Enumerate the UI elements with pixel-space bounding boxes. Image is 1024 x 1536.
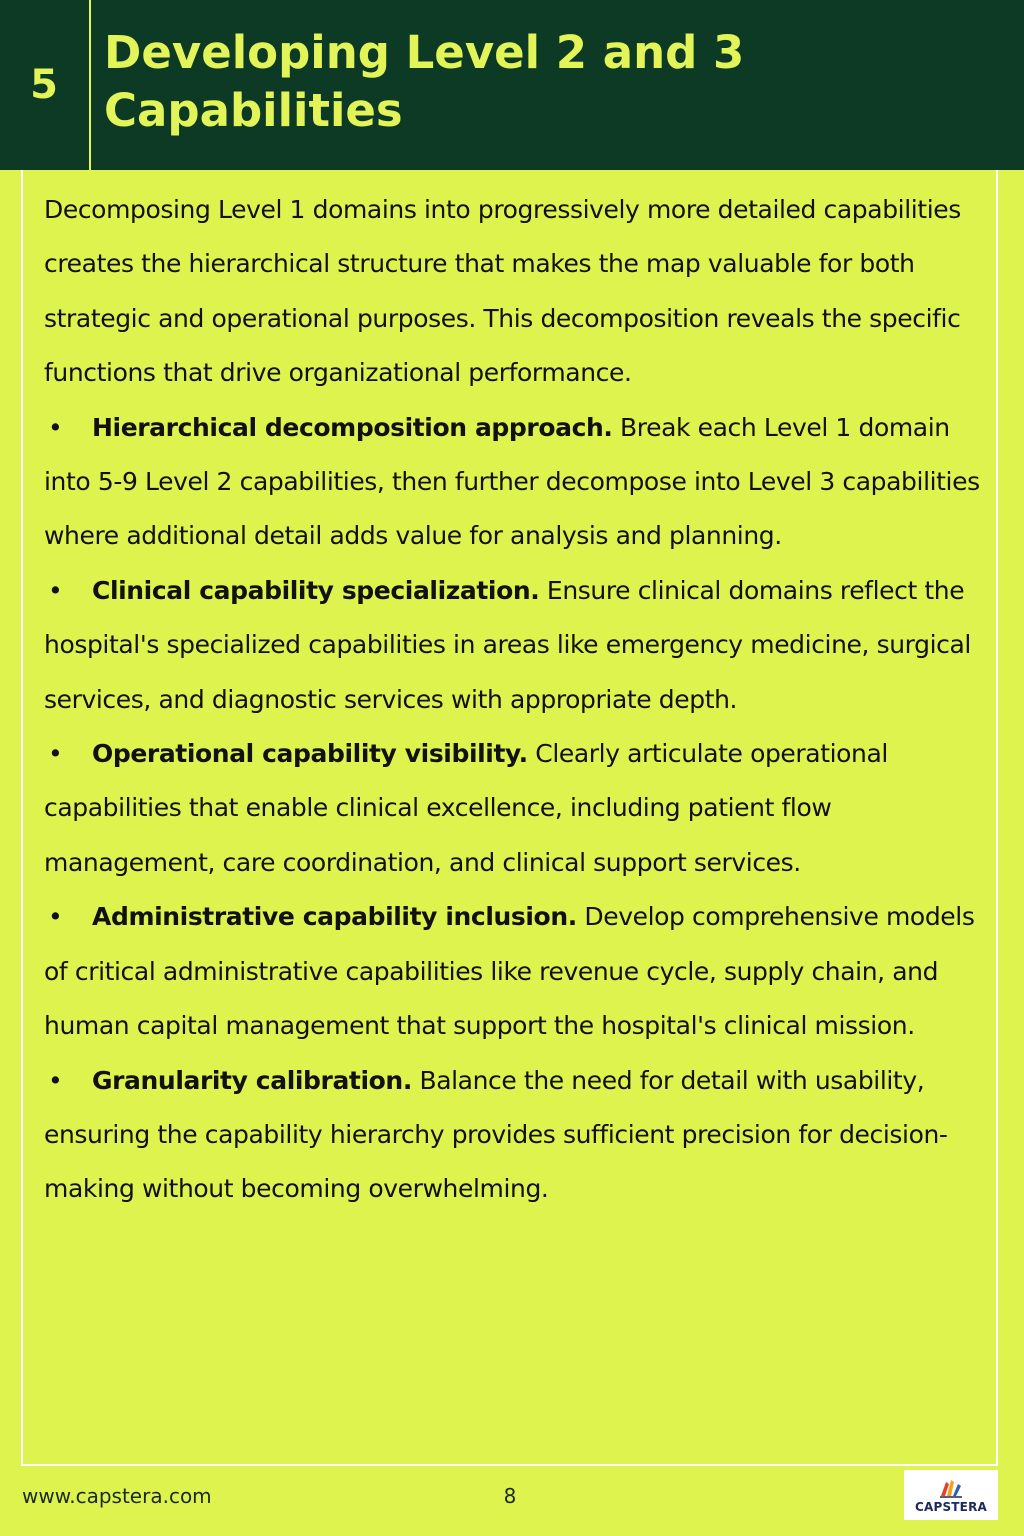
bullet-item	[44, 564, 984, 727]
capstera-logo-icon	[937, 1476, 965, 1500]
page-header	[0, 0, 1024, 170]
bullet-item	[44, 1054, 984, 1217]
logo-wordmark: CAPSTERA	[914, 1500, 988, 1514]
bullet-item	[44, 890, 984, 1053]
bullet-text: Develop comprehensive models of critical administrative capabilities like revenue cycle, supply chain, and human capital management that support the hospital's clinical mission.	[44, 902, 975, 1041]
intro-paragraph: Decomposing Level 1 domains into progressively more detailed capabilities creates the hierarchical structure that makes the map valuable for both strategic and operational purposes. This decomposition reveals the specific functions that drive organizational performance.	[44, 195, 961, 388]
bullet-text: Break each Level 1 domain into 5-9 Level 2 capabilities, then further decompose into Level 3 capabilities where additional detail adds value for analysis and planning.	[44, 412, 980, 551]
bullet-heading: Operational capability visibility.	[92, 739, 528, 769]
page-number: 8	[503, 1484, 517, 1508]
bullet-dot: •	[48, 739, 63, 769]
bullet-heading: Clinical capability specialization.	[92, 575, 540, 605]
bullet-dot: •	[48, 575, 63, 605]
bullet-item	[44, 727, 984, 890]
bullet-text: Clearly articulate operational capabilities that enable clinical excellence, including patient flow management, care coordination, and clinical support services.	[44, 739, 888, 877]
bullet-dot: •	[48, 1065, 63, 1095]
bullet-text: Ensure clinical domains reflect the hospital's specialized capabilities in areas like emergency medicine, surgical services, and diagnostic services with appropriate depth.	[44, 575, 971, 714]
bullet-text: Balance the need for detail with usability, ensuring the capability hierarchy provides sufficient precision for decision-making without becoming overwhelming.	[44, 1065, 948, 1204]
header-divider	[89, 0, 91, 170]
bullet-heading: Administrative capability inclusion.	[92, 902, 577, 932]
bullet-item	[44, 401, 984, 564]
section-number: 5	[30, 62, 58, 108]
bullet-dot: •	[48, 412, 63, 442]
bullet-heading: Hierarchical decomposition approach.	[92, 412, 613, 442]
bullet-dot: •	[48, 902, 63, 932]
content-body	[44, 183, 984, 1217]
capstera-logo	[904, 1470, 998, 1520]
bullet-heading: Granularity calibration.	[92, 1065, 412, 1095]
footer-website-link[interactable]: www.capstera.com	[22, 1484, 212, 1508]
page-title: Developing Level 2 and 3 Capabilities	[104, 26, 745, 137]
